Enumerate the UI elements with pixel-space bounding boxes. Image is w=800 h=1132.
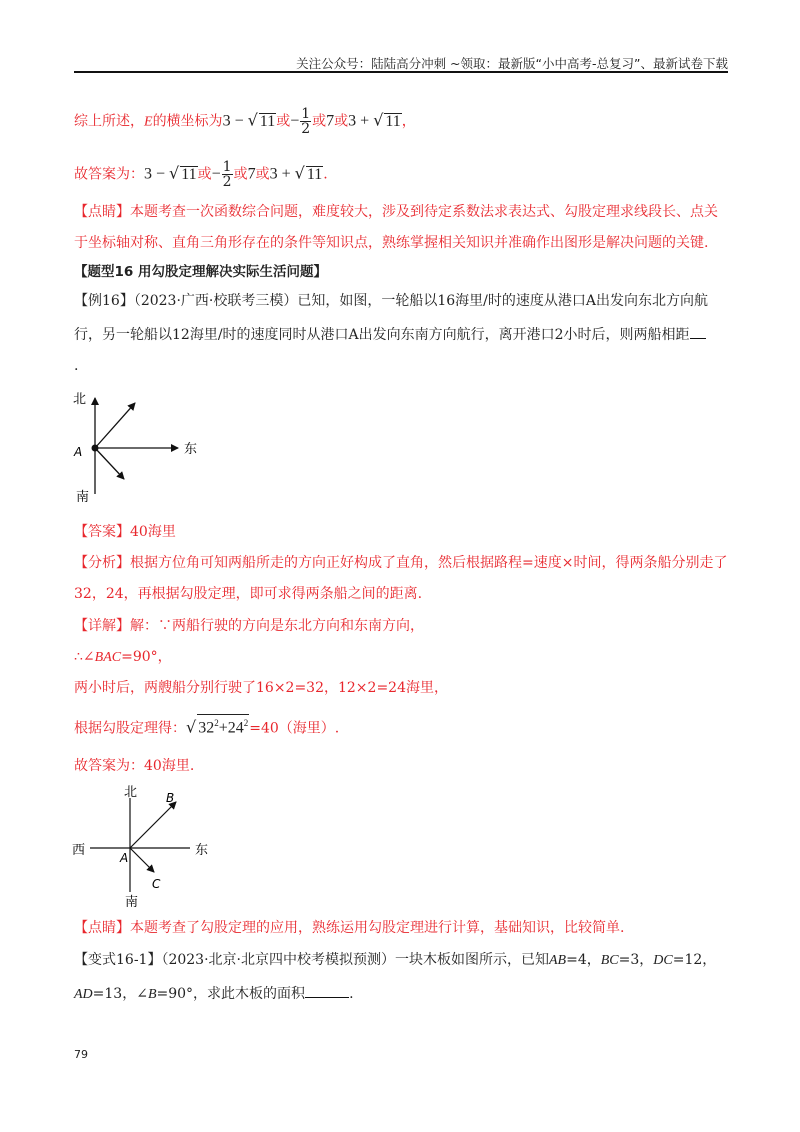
value-seven: 7 bbox=[247, 165, 256, 183]
label-east: 东 bbox=[195, 843, 209, 858]
detail-line-2: ∴∠BAC=90°， bbox=[74, 649, 172, 665]
radical-sign: √ bbox=[169, 163, 180, 183]
label-point-b: B bbox=[166, 791, 175, 805]
southeast-arrow bbox=[95, 448, 124, 479]
variant-line-1: 【变式16-1】（2023·北京·北京四中校考模拟预测）一块木板如图所示，已知AB=4，BC=3，DC=12， bbox=[74, 952, 717, 968]
or-word: 或 bbox=[312, 113, 327, 130]
answer-blank bbox=[690, 324, 706, 339]
var-e: E bbox=[144, 114, 153, 130]
example-line-2: 行，另一轮船以12海里/时的速度同时从港口A出发向东南方向航行，离开港口2小时后，则两船相距 bbox=[74, 324, 706, 345]
detail-line-3: 两小时后，两艘船分别行驶了16×2=32，12×2=24海里， bbox=[74, 680, 448, 696]
or-word: 或 bbox=[334, 113, 349, 130]
example-line-3: . bbox=[74, 358, 79, 374]
detail-line-5: 故答案为：40海里. bbox=[74, 758, 195, 774]
detail-line-4: 根据勾股定理得：√ $32^2+24^2=40$（海里）. bbox=[74, 714, 339, 738]
radical-sign: √ bbox=[294, 163, 305, 183]
summary-end: ， bbox=[401, 113, 416, 130]
segment-ad: AD bbox=[74, 987, 93, 1002]
answer-label: 【答案】40海里 bbox=[74, 524, 176, 540]
or-word: 或 bbox=[255, 166, 270, 183]
segment-ab: AB bbox=[548, 953, 567, 968]
section-title: 【题型16 用勾股定理解决实际生活问题】 bbox=[74, 264, 327, 280]
or-word: 或 bbox=[233, 166, 248, 183]
answer-prefix: 故答案为： bbox=[74, 166, 144, 183]
sqrt-11: 11 bbox=[385, 112, 401, 130]
compass-figure-2 bbox=[68, 780, 228, 910]
expr-b: 3 + bbox=[269, 165, 295, 183]
label-point-a: A bbox=[120, 851, 129, 865]
point-a-dot bbox=[92, 445, 99, 452]
sqrt-11: 11 bbox=[259, 112, 276, 130]
arrow-ac bbox=[130, 848, 154, 872]
note-line-2: 于坐标轴对称、直角三角形存在的条件等知识点，熟练掌握相关知识并准确作出图形是解决问题的关键. bbox=[74, 235, 709, 251]
radical-sign: √ bbox=[247, 110, 258, 130]
page-header: 关注公众号：陆陆高分冲刺 ~领取：最新版“小中高考-总复习”、最新试卷下载 bbox=[296, 56, 728, 71]
label-point-c: C bbox=[152, 877, 161, 891]
northeast-arrow bbox=[95, 403, 135, 448]
label-east: 东 bbox=[184, 442, 198, 457]
analysis-line-2: 32，24，再根据勾股定理，即可求得两条船之间的距离. bbox=[74, 586, 423, 602]
note-line-1: 【点睛】本题考查一次函数综合问题，难度较大，涉及到待定系数法求表达式、勾股定理求线段长、点关 bbox=[74, 204, 718, 220]
sqrt-11: 11 bbox=[306, 165, 323, 183]
fraction-half: $\frac{1}{2}$ bbox=[222, 159, 232, 190]
segment-dc: DC bbox=[653, 953, 673, 968]
summary-line bbox=[74, 107, 416, 136]
summary-prefix: 综上所述， bbox=[74, 113, 144, 130]
minus-sign: − bbox=[290, 112, 300, 130]
angle-b: B bbox=[147, 987, 157, 1002]
expr-a: 3 − bbox=[144, 165, 170, 183]
expr-b: 3 + bbox=[348, 112, 374, 130]
header-rule bbox=[74, 71, 728, 73]
minus-sign: − bbox=[211, 165, 221, 183]
or-word: 或 bbox=[197, 166, 212, 183]
or-word: 或 bbox=[276, 113, 291, 130]
expr-a: 3 − bbox=[222, 112, 248, 130]
summary-mid: 的横坐标为 bbox=[152, 113, 223, 130]
label-point-a: A bbox=[74, 445, 83, 459]
page-number: 79 bbox=[74, 1048, 88, 1061]
label-south: 南 bbox=[76, 490, 90, 504]
answer-end: . bbox=[323, 166, 328, 183]
radical-sign: √ bbox=[186, 717, 197, 737]
analysis-line-1: 【分析】根据方位角可知两船所走的方向正好构成了直角，然后根据路程=速度×时间，得两条船分别走了 bbox=[74, 555, 728, 571]
fraction-half: $\frac{1}{2}$ bbox=[301, 106, 311, 137]
example-line-1: 【例16】（2023·广西·校联考三模）已知，如图，一轮船以16海里/时的速度从港口A出发向东北方向航 bbox=[74, 293, 708, 309]
label-north: 北 bbox=[73, 392, 87, 407]
radical-sign: √ bbox=[373, 110, 384, 130]
answer-line-1 bbox=[74, 160, 328, 189]
angle-bac: BAC bbox=[94, 650, 122, 665]
note2-line: 【点睛】本题考查了勾股定理的应用，熟练运用勾股定理进行计算，基础知识，比较简单. bbox=[74, 920, 625, 936]
arrow-ab bbox=[130, 802, 176, 848]
answer-blank bbox=[305, 983, 349, 998]
label-north: 北 bbox=[124, 785, 138, 800]
label-west: 西 bbox=[72, 843, 86, 858]
segment-bc: BC bbox=[600, 953, 619, 968]
sqrt-11: 11 bbox=[181, 165, 197, 183]
compass-figure-1 bbox=[68, 386, 208, 504]
value-seven: 7 bbox=[326, 112, 335, 130]
variant-line-2: AD=13，∠B=90°，求此木板的面积 . bbox=[74, 983, 354, 1005]
label-south: 南 bbox=[125, 895, 139, 910]
sqrt-expression: $32^2+24^2$ bbox=[197, 714, 249, 736]
detail-line-1: 【详解】解：∵两船行驶的方向是东北方向和东南方向， bbox=[74, 618, 424, 634]
